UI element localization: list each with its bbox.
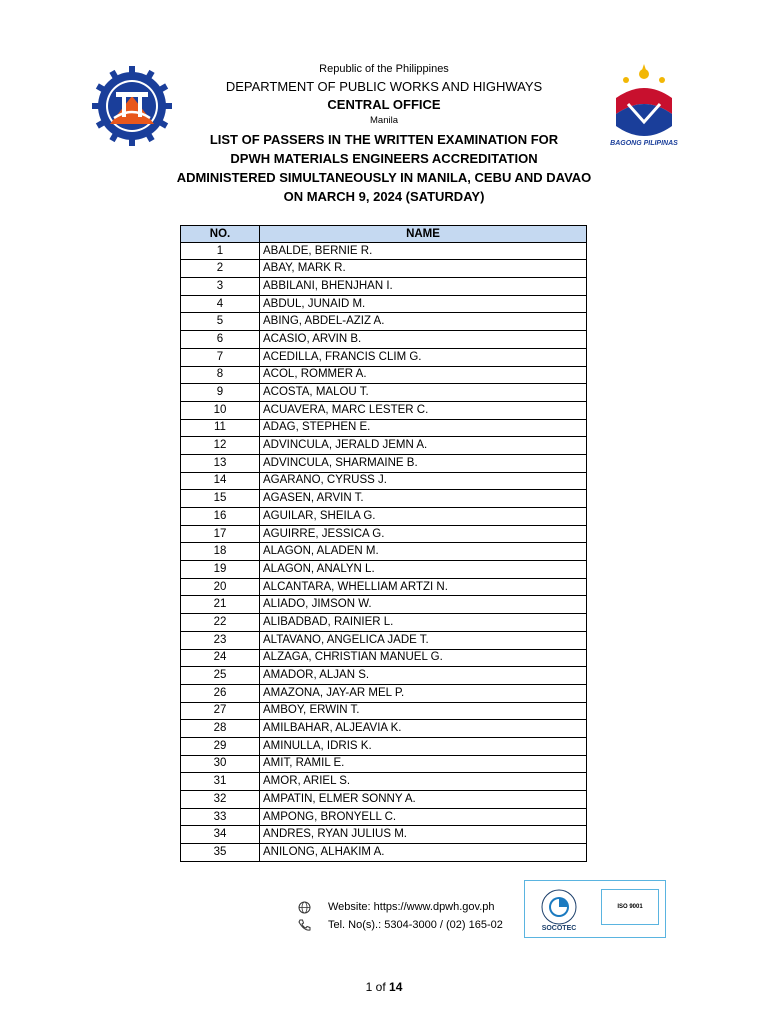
- passer-name: ADVINCULA, JERALD JEMN A.: [260, 437, 587, 455]
- table-row: [181, 242, 587, 260]
- passer-name: AMOR, ARIEL S.: [260, 773, 587, 791]
- table-row: [181, 260, 587, 278]
- row-number: 24: [181, 649, 260, 667]
- passer-name: AGARANO, CYRUSS J.: [260, 472, 587, 490]
- table-row: [181, 348, 587, 366]
- table-row: [181, 773, 587, 791]
- passer-name: AMBOY, ERWIN T.: [260, 702, 587, 720]
- table-row: [181, 737, 587, 755]
- table-row: [181, 313, 587, 331]
- passer-name: AGUILAR, SHEILA G.: [260, 508, 587, 526]
- passer-name: AMILBAHAR, ALJEAVIA K.: [260, 720, 587, 738]
- passer-name: AMIT, RAMIL E.: [260, 755, 587, 773]
- passer-name: ANDRES, RYAN JULIUS M.: [260, 826, 587, 844]
- row-number: 28: [181, 720, 260, 738]
- passer-name: AMPATIN, ELMER SONNY A.: [260, 791, 587, 809]
- iso-badge: ISO 9001: [601, 889, 659, 925]
- passer-name: AMINULLA, IDRIS K.: [260, 737, 587, 755]
- table-row: [181, 561, 587, 579]
- row-number: 15: [181, 490, 260, 508]
- row-number: 29: [181, 737, 260, 755]
- office-city: Manila: [370, 115, 398, 126]
- table-row: [181, 525, 587, 543]
- table-row: [181, 631, 587, 649]
- row-number: 7: [181, 348, 260, 366]
- passer-name: ANILONG, ALHAKIM A.: [260, 844, 587, 862]
- table-row: [181, 596, 587, 614]
- table-row: [181, 649, 587, 667]
- passer-name: ACOL, ROMMER A.: [260, 366, 587, 384]
- passer-name: ADAG, STEPHEN E.: [260, 419, 587, 437]
- row-number: 26: [181, 684, 260, 702]
- table-row: [181, 366, 587, 384]
- row-number: 9: [181, 384, 260, 402]
- document-header: [0, 62, 768, 206]
- document-title: [0, 130, 768, 206]
- row-number: 25: [181, 667, 260, 685]
- row-number: 30: [181, 755, 260, 773]
- bagong-pilipinas-caption: BAGONG PILIPINAS: [610, 140, 678, 147]
- table-row: [181, 472, 587, 490]
- table-row: [181, 278, 587, 296]
- row-number: 6: [181, 331, 260, 349]
- phone-icon: [296, 918, 312, 932]
- row-number: 2: [181, 260, 260, 278]
- passer-name: ACUAVERA, MARC LESTER C.: [260, 401, 587, 419]
- passer-name: ABING, ABDEL-AZIZ A.: [260, 313, 587, 331]
- cert-org-label: SOCOTEC: [541, 925, 577, 932]
- title-line: LIST OF PASSERS IN THE WRITTEN EXAMINATION FOR: [209, 132, 559, 147]
- table-row: [181, 755, 587, 773]
- title-line: ON MARCH 9, 2024 (SATURDAY): [283, 189, 485, 204]
- phone-row: [296, 916, 503, 934]
- table-row: [181, 826, 587, 844]
- page-of-label: of: [375, 980, 386, 994]
- table-body: [181, 242, 587, 861]
- passer-name: ALAGON, ANALYN L.: [260, 561, 587, 579]
- passers-table: [180, 225, 587, 862]
- table-row: [181, 702, 587, 720]
- row-number: 33: [181, 808, 260, 826]
- footer-contact: [296, 898, 503, 934]
- table-row: [181, 791, 587, 809]
- table-row: [181, 419, 587, 437]
- table-row: [181, 578, 587, 596]
- row-number: 22: [181, 614, 260, 632]
- row-number: 5: [181, 313, 260, 331]
- row-number: 4: [181, 295, 260, 313]
- table-row: [181, 614, 587, 632]
- row-number: 19: [181, 561, 260, 579]
- passer-name: ABAY, MARK R.: [260, 260, 587, 278]
- passer-name: ALCANTARA, WHELLIAM ARTZI N.: [260, 578, 587, 596]
- website-row: [296, 898, 503, 916]
- passer-name: ABBILANI, BHENJHAN I.: [260, 278, 587, 296]
- table-row: [181, 384, 587, 402]
- table-row: [181, 490, 587, 508]
- passer-name: AGASEN, ARVIN T.: [260, 490, 587, 508]
- row-number: 20: [181, 578, 260, 596]
- row-number: 10: [181, 401, 260, 419]
- table-row: [181, 437, 587, 455]
- passer-name: ALAGON, ALADEN M.: [260, 543, 587, 561]
- passer-name: ACOSTA, MALOU T.: [260, 384, 587, 402]
- row-number: 31: [181, 773, 260, 791]
- table-row: [181, 808, 587, 826]
- column-header-no: NO.: [181, 226, 260, 243]
- row-number: 23: [181, 631, 260, 649]
- row-number: 35: [181, 844, 260, 862]
- table-row: [181, 401, 587, 419]
- table-row: [181, 295, 587, 313]
- table-row: [181, 508, 587, 526]
- table-row: [181, 667, 587, 685]
- passer-name: ACASIO, ARVIN B.: [260, 331, 587, 349]
- office-name: CENTRAL OFFICE: [327, 97, 441, 112]
- page-current: 1: [365, 980, 373, 994]
- republic-label: Republic of the Philippines: [319, 63, 449, 75]
- title-line: DPWH MATERIALS ENGINEERS ACCREDITATION: [230, 151, 538, 166]
- passer-name: AMAZONA, JAY-AR MEL P.: [260, 684, 587, 702]
- passer-name: AGUIRRE, JESSICA G.: [260, 525, 587, 543]
- title-line: ADMINISTERED SIMULTANEOUSLY IN MANILA, CEBU AND DAVAO: [176, 170, 592, 185]
- table-row: [181, 844, 587, 862]
- row-number: 16: [181, 508, 260, 526]
- phone-text: Tel. No(s).: 5304-3000 / (02) 165-02: [328, 919, 503, 931]
- row-number: 34: [181, 826, 260, 844]
- table-row: [181, 331, 587, 349]
- row-number: 13: [181, 454, 260, 472]
- website-text: Website: https://www.dpwh.gov.ph: [328, 901, 495, 913]
- table-row: [181, 454, 587, 472]
- table-header-row: [181, 226, 587, 243]
- passer-name: AMPONG, BRONYELL C.: [260, 808, 587, 826]
- row-number: 14: [181, 472, 260, 490]
- passer-name: ADVINCULA, SHARMAINE B.: [260, 454, 587, 472]
- passer-name: ALIADO, JIMSON W.: [260, 596, 587, 614]
- row-number: 17: [181, 525, 260, 543]
- certification-box: [524, 880, 666, 938]
- passer-name: ALTAVANO, ANGELICA JADE T.: [260, 631, 587, 649]
- row-number: 32: [181, 791, 260, 809]
- table-row: [181, 543, 587, 561]
- page-number: [0, 980, 768, 994]
- row-number: 18: [181, 543, 260, 561]
- department-name: DEPARTMENT OF PUBLIC WORKS AND HIGHWAYS: [225, 79, 543, 94]
- row-number: 12: [181, 437, 260, 455]
- row-number: 11: [181, 419, 260, 437]
- page-total: 14: [389, 980, 403, 994]
- column-header-name: NAME: [260, 226, 587, 243]
- row-number: 3: [181, 278, 260, 296]
- passer-name: ACEDILLA, FRANCIS CLIM G.: [260, 348, 587, 366]
- table-row: [181, 684, 587, 702]
- row-number: 27: [181, 702, 260, 720]
- row-number: 8: [181, 366, 260, 384]
- table-row: [181, 720, 587, 738]
- row-number: 1: [181, 242, 260, 260]
- passer-name: ALIBADBAD, RAINIER L.: [260, 614, 587, 632]
- passer-name: ABALDE, BERNIE R.: [260, 242, 587, 260]
- passer-name: ABDUL, JUNAID M.: [260, 295, 587, 313]
- passer-name: ALZAGA, CHRISTIAN MANUEL G.: [260, 649, 587, 667]
- globe-icon: [296, 900, 312, 914]
- passer-name: AMADOR, ALJAN S.: [260, 667, 587, 685]
- row-number: 21: [181, 596, 260, 614]
